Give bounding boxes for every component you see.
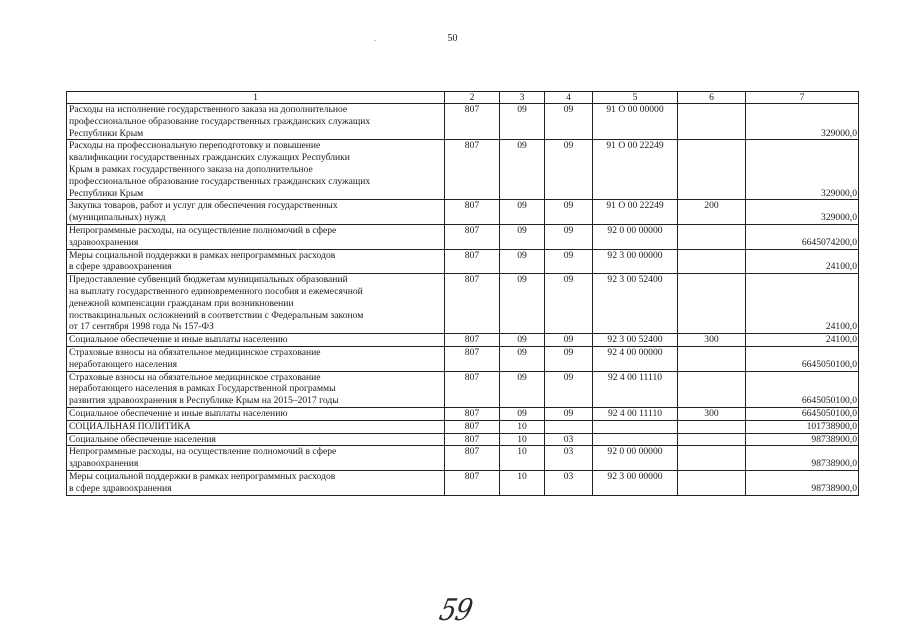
row-name-line: Социальное обеспечение и иные выплаты населению bbox=[69, 334, 288, 346]
subsection-code-cell: 09 bbox=[545, 407, 593, 420]
row-name-line: Страховые взносы на обязательное медицинское страхование bbox=[69, 346, 321, 358]
section-code-cell: 09 bbox=[500, 371, 545, 407]
code-2-cell: 807 bbox=[445, 470, 500, 495]
header-col-4: 4 bbox=[545, 92, 593, 104]
row-name-line: здравоохранения bbox=[69, 236, 139, 248]
amount-cell: 24100,0 bbox=[746, 334, 859, 347]
table-row bbox=[67, 407, 859, 420]
subsection-code-cell: 09 bbox=[545, 346, 593, 371]
expense-type-cell bbox=[678, 104, 746, 140]
amount-cell: 24100,0 bbox=[746, 249, 859, 274]
row-name-line: Непрограммные расходы, на осуществление полномочий в сфере bbox=[69, 224, 337, 236]
table-row bbox=[67, 140, 859, 200]
amount-cell: 101738900,0 bbox=[746, 420, 859, 433]
expense-type-cell bbox=[678, 224, 746, 249]
amount-cell: 329000,0 bbox=[746, 104, 859, 140]
expense-type-cell: 300 bbox=[678, 334, 746, 347]
target-article-cell: 92 4 00 11110 bbox=[593, 407, 678, 420]
row-name-line: в сфере здравоохранения bbox=[69, 261, 172, 273]
section-code-cell: 09 bbox=[500, 249, 545, 274]
target-article-cell: 92 0 00 00000 bbox=[593, 446, 678, 471]
row-name-line: денежной компенсации гражданам при возникновении bbox=[69, 297, 294, 309]
code-2-cell: 807 bbox=[445, 371, 500, 407]
subsection-code-cell: 09 bbox=[545, 104, 593, 140]
table-row bbox=[67, 334, 859, 347]
row-name-line: на выплату государственного единовременного пособия и ежемесячной bbox=[69, 285, 363, 297]
row-name-cell bbox=[67, 140, 445, 200]
section-code-cell: 10 bbox=[500, 433, 545, 446]
row-name-line: квалификации государственных гражданских служащих Республики bbox=[69, 152, 350, 164]
handwritten-page-number: 59 bbox=[436, 593, 475, 629]
amount-cell: 329000,0 bbox=[746, 200, 859, 225]
target-article-cell bbox=[593, 420, 678, 433]
amount-cell: 98738900,0 bbox=[746, 433, 859, 446]
row-name-line: Расходы на исполнение государственного заказа на дополнительное bbox=[69, 104, 348, 115]
row-name-line: Страховые взносы на обязательное медицинское страхование bbox=[69, 371, 321, 383]
row-name-cell bbox=[67, 420, 445, 433]
amount-cell: 24100,0 bbox=[746, 274, 859, 334]
section-code-cell: 09 bbox=[500, 407, 545, 420]
row-name-cell bbox=[67, 407, 445, 420]
table-row bbox=[67, 433, 859, 446]
row-name-cell bbox=[67, 470, 445, 495]
row-name-line: в сфере здравоохранения bbox=[69, 482, 172, 494]
code-2-cell: 807 bbox=[445, 249, 500, 274]
subsection-code-cell bbox=[545, 420, 593, 433]
row-name-line: Республики Крым bbox=[69, 187, 144, 199]
row-name-cell bbox=[67, 104, 445, 140]
row-name-cell bbox=[67, 200, 445, 225]
expense-type-cell bbox=[678, 346, 746, 371]
target-article-cell: 92 4 00 11110 bbox=[593, 371, 678, 407]
row-name-line: Непрограммные расходы, на осуществление полномочий в сфере bbox=[69, 446, 337, 458]
expense-type-cell bbox=[678, 470, 746, 495]
target-article-cell bbox=[593, 433, 678, 446]
row-name-cell bbox=[67, 334, 445, 347]
expense-type-cell bbox=[678, 371, 746, 407]
table-row bbox=[67, 470, 859, 495]
expense-type-cell: 200 bbox=[678, 200, 746, 225]
row-name-cell bbox=[67, 346, 445, 371]
target-article-cell: 91 О 00 22249 bbox=[593, 200, 678, 225]
budget-table bbox=[66, 91, 859, 496]
subsection-code-cell: 09 bbox=[545, 224, 593, 249]
row-name-line: профессиональное образование государственных гражданских служащих bbox=[69, 175, 371, 187]
row-name-line: Крым в рамках государственного заказа на дополнительное bbox=[69, 163, 313, 175]
section-code-cell: 10 bbox=[500, 420, 545, 433]
section-code-cell: 09 bbox=[500, 274, 545, 334]
row-name-line: профессиональное образование государственных гражданских служащих bbox=[69, 115, 371, 127]
target-article-cell: 92 4 00 00000 bbox=[593, 346, 678, 371]
target-article-cell: 92 3 00 00000 bbox=[593, 470, 678, 495]
table-row bbox=[67, 274, 859, 334]
amount-cell: 6645050100,0 bbox=[746, 407, 859, 420]
table-row bbox=[67, 446, 859, 471]
subsection-code-cell: 09 bbox=[545, 249, 593, 274]
code-2-cell: 807 bbox=[445, 433, 500, 446]
table-row bbox=[67, 420, 859, 433]
expense-type-cell bbox=[678, 433, 746, 446]
target-article-cell: 92 3 00 00000 bbox=[593, 249, 678, 274]
row-name-line: Социальное обеспечение населения bbox=[69, 433, 216, 445]
target-article-cell: 92 3 00 52400 bbox=[593, 274, 678, 334]
code-2-cell: 807 bbox=[445, 407, 500, 420]
table-row bbox=[67, 371, 859, 407]
row-name-line: Меры социальной поддержки в рамках непрограммных расходов bbox=[69, 249, 336, 261]
section-code-cell: 10 bbox=[500, 446, 545, 471]
target-article-cell: 92 0 00 00000 bbox=[593, 224, 678, 249]
page-number: 50 bbox=[447, 33, 458, 44]
header-col-7: 7 bbox=[746, 92, 859, 104]
row-name-cell bbox=[67, 224, 445, 249]
header-col-2: 2 bbox=[445, 92, 500, 104]
section-code-cell: 09 bbox=[500, 334, 545, 347]
table-row bbox=[67, 224, 859, 249]
row-name-line: Расходы на профессиональную переподготовку и повышение bbox=[69, 140, 321, 152]
scan-speck bbox=[374, 40, 376, 41]
code-2-cell: 807 bbox=[445, 346, 500, 371]
section-code-cell: 09 bbox=[500, 200, 545, 225]
expense-type-cell bbox=[678, 420, 746, 433]
row-name-line: (муниципальных) нужд bbox=[69, 212, 166, 224]
header-row bbox=[67, 92, 859, 104]
section-code-cell: 09 bbox=[500, 140, 545, 200]
row-name-line: СОЦИАЛЬНАЯ ПОЛИТИКА bbox=[69, 420, 191, 432]
table-row bbox=[67, 104, 859, 140]
table-body bbox=[67, 104, 859, 496]
section-code-cell: 09 bbox=[500, 104, 545, 140]
amount-cell: 98738900,0 bbox=[746, 446, 859, 471]
amount-cell: 329000,0 bbox=[746, 140, 859, 200]
row-name-line: неработающего населения в рамках Государственной программы bbox=[69, 383, 336, 395]
header-col-6: 6 bbox=[678, 92, 746, 104]
row-name-cell bbox=[67, 249, 445, 274]
row-name-line: Социальное обеспечение и иные выплаты населению bbox=[69, 407, 288, 419]
table-row bbox=[67, 249, 859, 274]
code-2-cell: 807 bbox=[445, 104, 500, 140]
amount-cell: 98738900,0 bbox=[746, 470, 859, 495]
subsection-code-cell: 03 bbox=[545, 446, 593, 471]
code-2-cell: 807 bbox=[445, 200, 500, 225]
section-code-cell: 10 bbox=[500, 470, 545, 495]
expense-type-cell bbox=[678, 446, 746, 471]
header-col-5: 5 bbox=[593, 92, 678, 104]
code-2-cell: 807 bbox=[445, 224, 500, 249]
header-col-3: 3 bbox=[500, 92, 545, 104]
amount-cell: 6645074200,0 bbox=[746, 224, 859, 249]
section-code-cell: 09 bbox=[500, 346, 545, 371]
expense-type-cell bbox=[678, 140, 746, 200]
row-name-line: Меры социальной поддержки в рамках непрограммных расходов bbox=[69, 470, 336, 482]
row-name-line: Закупка товаров, работ и услуг для обеспечения государственных bbox=[69, 200, 338, 212]
budget-table-container bbox=[66, 91, 858, 496]
target-article-cell: 91 О 00 00000 bbox=[593, 104, 678, 140]
row-name-line: неработающего населения bbox=[69, 358, 178, 370]
code-2-cell: 807 bbox=[445, 140, 500, 200]
expense-type-cell bbox=[678, 249, 746, 274]
subsection-code-cell: 09 bbox=[545, 371, 593, 407]
table-row bbox=[67, 346, 859, 371]
subsection-code-cell: 09 bbox=[545, 334, 593, 347]
row-name-line: здравоохранения bbox=[69, 458, 139, 470]
row-name-cell bbox=[67, 446, 445, 471]
row-name-line: Республики Крым bbox=[69, 127, 144, 139]
subsection-code-cell: 09 bbox=[545, 274, 593, 334]
target-article-cell: 91 О 00 22249 bbox=[593, 140, 678, 200]
row-name-line: от 17 сентября 1998 года № 157-ФЗ bbox=[69, 321, 214, 333]
code-2-cell: 807 bbox=[445, 420, 500, 433]
expense-type-cell: 300 bbox=[678, 407, 746, 420]
amount-cell: 6645050100,0 bbox=[746, 371, 859, 407]
subsection-code-cell: 09 bbox=[545, 140, 593, 200]
code-2-cell: 807 bbox=[445, 334, 500, 347]
row-name-line: развития здравоохранения в Республике Крым на 2015–2017 годы bbox=[69, 395, 339, 407]
section-code-cell: 09 bbox=[500, 224, 545, 249]
amount-cell: 6645050100,0 bbox=[746, 346, 859, 371]
header-col-1: 1 bbox=[67, 92, 445, 104]
row-name-cell bbox=[67, 433, 445, 446]
row-name-line: поствакцинальных осложнений в соответствии с Федеральным законом bbox=[69, 309, 364, 321]
expense-type-cell bbox=[678, 274, 746, 334]
table-row bbox=[67, 200, 859, 225]
code-2-cell: 807 bbox=[445, 446, 500, 471]
code-2-cell: 807 bbox=[445, 274, 500, 334]
subsection-code-cell: 03 bbox=[545, 470, 593, 495]
target-article-cell: 92 3 00 52400 bbox=[593, 334, 678, 347]
subsection-code-cell: 03 bbox=[545, 433, 593, 446]
row-name-cell bbox=[67, 371, 445, 407]
row-name-cell bbox=[67, 274, 445, 334]
row-name-line: Предоставление субвенций бюджетам муниципальных образований bbox=[69, 274, 348, 286]
subsection-code-cell: 09 bbox=[545, 200, 593, 225]
